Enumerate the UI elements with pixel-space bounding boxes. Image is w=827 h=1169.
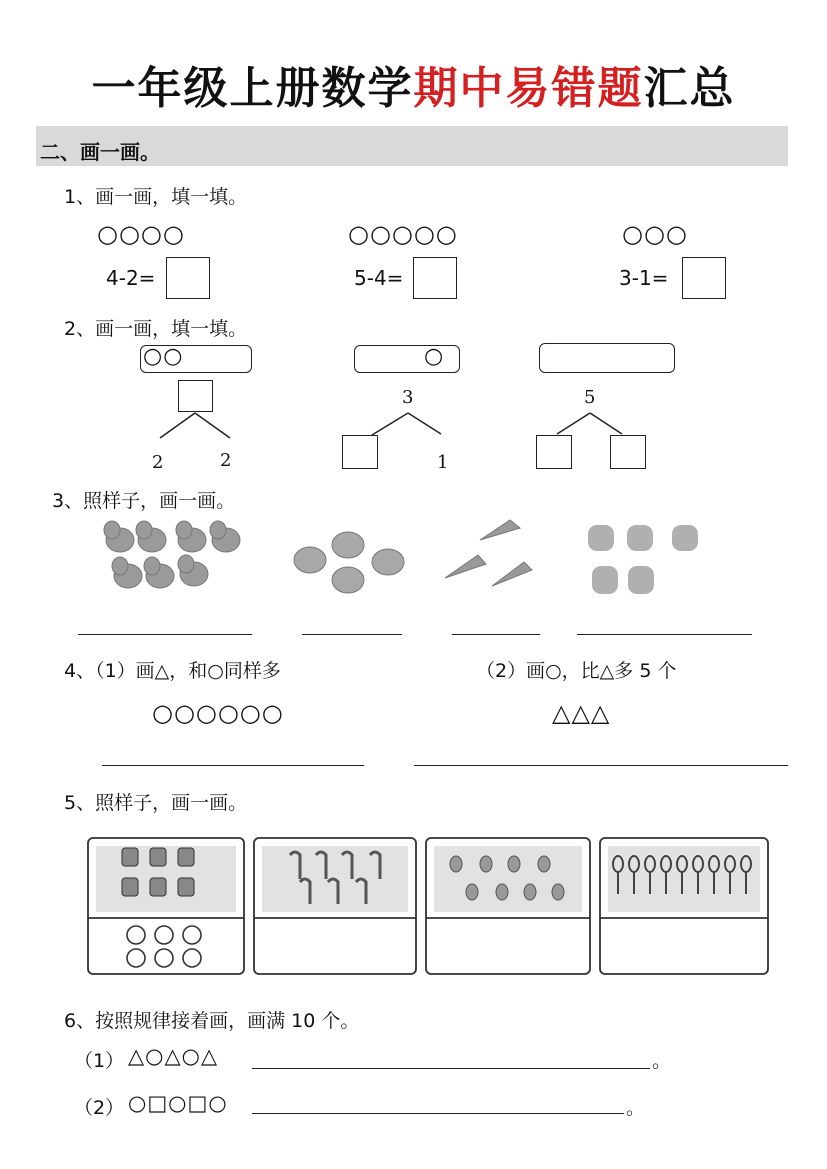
q2-right-num-1: 2 [220,450,232,471]
q1-label: 1、画一画，填一填。 [64,186,248,208]
q2-right-num-2: 1 [437,452,449,473]
q3-label: 3、照样子，画一画。 [52,490,236,512]
q6-label: 6、按照规律接着画，画满 10 个。 [64,1010,360,1032]
q1-circles-1: ○○○○ [97,220,185,248]
q5-label: 5、照样子，画一画。 [64,792,248,814]
q6-item2-end: 。 [626,1097,646,1119]
title-red: 期中易错题 [413,63,644,114]
q2-left-num-1: 2 [152,452,164,473]
q4-part2-label: （2）画○，比△多 5 个 [476,660,677,682]
q6-item1-end: 。 [652,1050,672,1072]
q6-item1-num: （1） [74,1050,125,1072]
q6-item1-pattern: △○△○△ [128,1044,219,1068]
q1-equation-3: 3-1= [619,266,669,290]
q6-answer-line-1[interactable] [252,1068,650,1069]
q2-circles-2: ○ [424,344,445,369]
circle-drawing-icon [127,926,201,967]
q4-circles: ○○○○○○ [152,699,284,727]
title-black-end: 汇总 [643,63,736,114]
q1-equation-2: 5-4= [354,266,404,290]
section-label: 二、画一画。 [40,140,160,164]
q2-label: 2、画一画，填一填。 [64,318,248,340]
q1-equation-1: 4-2= [106,266,156,290]
q2-circles-1: ○○ [143,344,184,369]
q2-top-num-2: 3 [402,387,414,408]
q6-item2-num: （2） [74,1097,125,1119]
q2-top-num-3: 5 [584,387,596,408]
q6-item2-pattern: ○□○□○ [128,1091,228,1115]
q1-circles-2: ○○○○○ [348,220,458,248]
q1-circles-3: ○○○ [622,220,688,248]
q6-answer-line-2[interactable] [252,1113,624,1114]
q4-part1-label: 4、（1）画△，和○同样多 [64,660,281,682]
q4-triangles: △△△ [552,699,611,727]
title-black: 一年级上册数学 [91,63,414,114]
